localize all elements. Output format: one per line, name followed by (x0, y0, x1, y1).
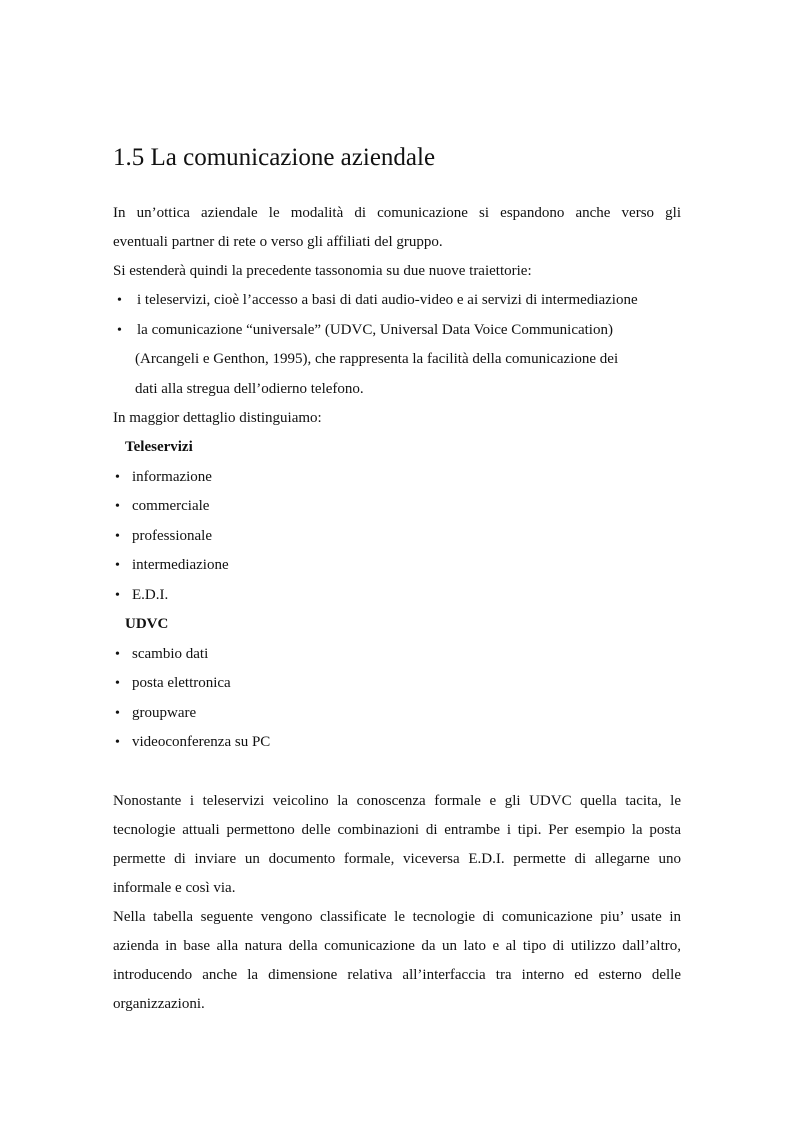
body-paragraph (113, 903, 681, 1019)
bullet-icon: • (115, 558, 120, 573)
list-item-text: commerciale (132, 498, 210, 514)
paragraph-line: organizzazioni. (113, 995, 205, 1012)
bullet-icon: • (117, 293, 122, 308)
bullet-icon: • (115, 469, 120, 485)
bullet-icon: • (115, 587, 120, 603)
paragraph-line: introducendo anche la dimensione relativa all’interfaccia tra interno ed esterno delle (113, 966, 681, 983)
list-item (113, 463, 681, 493)
list-item-continuation: dati alla stregua dell’odierno telefono. (135, 380, 364, 397)
list-item-text: professionale (132, 527, 212, 544)
bullet-icon: • (115, 735, 120, 750)
list-item (113, 551, 681, 581)
intro-line: In un’ottica aziendale le modalità di comunicazione si espandono anche verso gli (113, 205, 681, 221)
intro-line: Si estenderà quindi la precedente tassonomia su due nuove traiettorie: (113, 263, 532, 279)
list-item (113, 316, 681, 346)
bullet-icon: • (115, 676, 120, 691)
list-item-text: E.D.I. (132, 586, 169, 603)
list-item (113, 286, 681, 316)
list-item (113, 581, 681, 611)
document-page (113, 140, 681, 1019)
paragraph-line: permette di inviare un documento formale, viceversa E.D.I. permette di allegarne uno (113, 850, 681, 867)
list-item (113, 669, 681, 699)
list-item (113, 522, 681, 552)
list-item (113, 492, 681, 522)
body-paragraph (113, 787, 681, 903)
paragraph-line: azienda in base alla natura della comunicazione da un lato e al tipo di utilizzo dall’altro, (113, 937, 681, 954)
list-item-text: i teleservizi, cioè l’accesso a basi di dati audio-video e ai servizi di intermediazione (137, 292, 638, 308)
paragraph-line: Nonostante i teleservizi veicolino la conoscenza formale e gli UDVC quella tacita, le (113, 792, 681, 809)
list-item (113, 640, 681, 670)
list-item-text: posta elettronica (132, 675, 231, 691)
paragraph-spacer (113, 758, 681, 787)
paragraph-line: Nella tabella seguente vengono classificate le tecnologie di comunicazione piu’ usate in (113, 908, 681, 925)
section-title: 1.5 La comunicazione aziendale (113, 144, 436, 171)
paragraph-line: informale e così via. (113, 879, 236, 896)
bullet-icon: • (115, 499, 120, 514)
bullet-icon: • (115, 705, 120, 721)
list-item-text: videoconferenza su PC (132, 734, 271, 750)
list-item-text: la comunicazione “universale” (UDVC, Universal Data Voice Communication) (137, 321, 613, 338)
detail-intro: In maggior dettaglio distinguiamo: (113, 410, 322, 426)
bullet-icon: • (117, 322, 122, 338)
teleservizi-list (113, 463, 681, 611)
trajectory-list (113, 286, 681, 345)
udvc-heading: UDVC (125, 616, 169, 632)
intro-line: eventuali partner di rete o verso gli affiliati del gruppo. (113, 234, 443, 250)
teleservizi-heading: Teleservizi (125, 439, 193, 455)
list-item-text: scambio dati (132, 645, 209, 662)
bullet-icon: • (115, 528, 120, 544)
list-item (113, 728, 681, 758)
paragraph-line: tecnologie attuali permettono delle combinazioni di entrambe i tipi. Per esempio la posta (113, 821, 681, 838)
list-item-text: intermediazione (132, 557, 229, 573)
list-item (113, 699, 681, 729)
udvc-list (113, 640, 681, 758)
list-item-continuation: (Arcangeli e Genthon, 1995), che rappresenta la facilità della comunicazione dei (135, 351, 619, 367)
list-item-text: groupware (132, 704, 197, 721)
bullet-icon: • (115, 646, 120, 662)
list-item-text: informazione (132, 468, 212, 485)
intro-paragraph (113, 199, 681, 286)
